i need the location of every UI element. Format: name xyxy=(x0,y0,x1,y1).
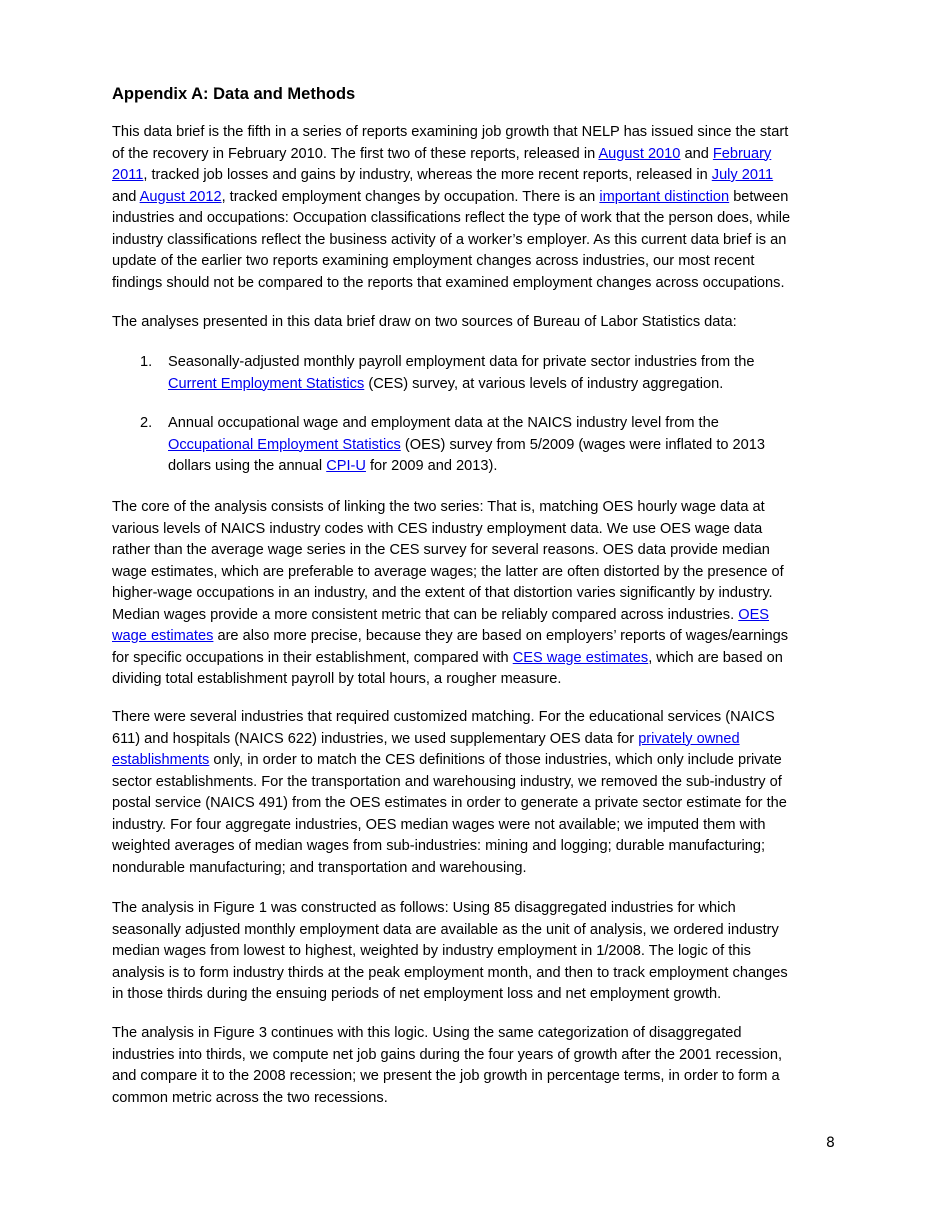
link-july-2011[interactable]: July 2011 xyxy=(711,167,774,183)
text-line: for specific occupations in their establishment, compared with CES wage estimates, which are based on xyxy=(112,649,783,666)
text-line: postal service (NAICS 491) from the OES estimates in order to generate a private sector estimate for the xyxy=(112,795,787,811)
text-line: median wages from lowest to highest, weighted by industry employment in 1/2008. The logic of this xyxy=(112,943,751,959)
text-line: various levels of NAICS industry codes with CES industry employment data. We use OES wage data xyxy=(112,520,763,537)
text-line: and August 2012, tracked employment changes by occupation. There is an important distinction between xyxy=(112,188,789,205)
text-line: The analyses presented in this data brief draw on two sources of Bureau of Labor Statistics data: xyxy=(112,314,737,330)
text-line: The analysis in Figure 1 was constructed as follows: Using 85 disaggregated industries for which xyxy=(112,900,736,916)
text-line: wage estimates are also more precise, because they are based on employers’ reports of wages/earnings xyxy=(112,628,789,644)
paragraph-intro xyxy=(112,122,840,294)
text-line: dollars using the annual CPI-U for 2009 and 2013). xyxy=(168,458,498,474)
text-line: Current Employment Statistics (CES) survey, at various levels of industry aggregation. xyxy=(168,375,724,392)
text-line: common metric across the two recessions. xyxy=(112,1089,388,1106)
link-august-2010[interactable]: August 2010 xyxy=(598,145,681,162)
link-current-employment-statistics[interactable]: Current Employment Statistics xyxy=(168,375,365,392)
paragraph-sources xyxy=(112,312,840,334)
link-february-2011-part1[interactable]: February xyxy=(712,145,772,162)
text-line: wage estimates, which are preferable to average wages; the latter are often distorted by the presence of xyxy=(112,563,784,580)
text-line: findings should not be compared to the reports that examined employment changes across occupations. xyxy=(112,274,785,291)
paragraph-figure-3 xyxy=(112,1023,840,1109)
text-line: There were several industries that required customized matching. For the educational services (NAICS xyxy=(112,709,775,725)
text-line: nondurable manufacturing; and transportation and warehousing. xyxy=(112,859,527,876)
text-line: The analysis in Figure 3 continues with this logic. Using the same categorization of disaggregated xyxy=(112,1025,742,1041)
text-line: seasonally adjusted monthly employment data are available as the unit of analysis, we ordered industry xyxy=(112,921,779,938)
text-line: rather than the average wage series in the CES survey for several reasons. OES data provide median xyxy=(112,542,770,558)
text-line: 611) and hospitals (NAICS 622) industries, we used supplementary OES data for privately owned xyxy=(112,730,740,747)
section-heading: Appendix A: Data and Methods xyxy=(112,85,356,103)
link-oes-wage-estimates-part2[interactable]: wage estimates xyxy=(112,628,214,644)
text-line: The core of the analysis consists of linking the two series: That is, matching OES hourly wage data at xyxy=(112,499,765,515)
text-line: Seasonally-adjusted monthly payroll employment data for private sector industries from the xyxy=(168,354,755,370)
text-line: and compare it to the 2008 recession; we present the job growth in percentage terms, in order to form a xyxy=(112,1068,780,1084)
text-line: sector establishments. For the transportation and warehousing industry, we removed the sub-industry of xyxy=(112,773,782,790)
list-number: 1. xyxy=(140,354,153,370)
text-line: in those thirds during the ensuing periods of net employment loss and net employment growth. xyxy=(112,986,722,1002)
text-line: update of the earlier two reports examining employment changes across industries, our most recent xyxy=(112,253,755,269)
link-important-distinction[interactable]: important distinction xyxy=(599,188,730,205)
text-line: higher-wage occupations in an industry, and the extent of that distortion varies significantly by industry. xyxy=(112,585,773,601)
text-line: industries into thirds, we compute net job gains during the four years of growth after the 2001 recession, xyxy=(112,1046,783,1063)
text-line: Median wages provide a more consistent metric that can be reliably compared across industries. OES xyxy=(112,606,770,623)
page-number: 8 xyxy=(826,1135,835,1151)
link-february-2011-part2[interactable]: 2011 xyxy=(112,167,144,183)
text-line: Occupational Employment Statistics (OES) survey from 5/2009 (wages were inflated to 2013 xyxy=(168,436,766,453)
paragraph-figure-1 xyxy=(112,898,840,1006)
text-line: This data brief is the fifth in a series of reports examining job growth that NELP has issued since the start xyxy=(112,124,789,140)
text-line: industry. For four aggregate industries, OES median wages were not available; we imputed them with xyxy=(112,816,766,833)
text-line: dividing total establishment payroll by total hours, a rougher measure. xyxy=(112,671,562,687)
text-line: industry classifications reflect the business activity of a worker’s employer. As this current data brief is an xyxy=(112,231,787,248)
link-cpi-u[interactable]: CPI-U xyxy=(326,458,366,474)
link-august-2012[interactable]: August 2012 xyxy=(139,188,222,205)
text-line: establishments only, in order to match the CES definitions of those industries, which only include private xyxy=(112,752,782,768)
text-line: Annual occupational wage and employment data at the NAICS industry level from the xyxy=(168,415,719,431)
link-privately-owned-establishments-part1[interactable]: privately owned xyxy=(638,730,740,747)
text-line: weighted averages of median wages from sub-industries: mining and logging; durable manufacturing; xyxy=(112,838,766,854)
text-line: analysis is to form industry thirds at the peak employment month, and then to track employment changes xyxy=(112,964,788,981)
link-occupational-employment-statistics[interactable]: Occupational Employment Statistics xyxy=(168,436,401,453)
link-ces-wage-estimates[interactable]: CES wage estimates xyxy=(512,649,649,666)
link-privately-owned-establishments-part2[interactable]: establishments xyxy=(112,752,210,768)
paragraph-customized-matching xyxy=(112,707,840,879)
text-line: of the recovery in February 2010. The first two of these reports, released in August 2010 and February xyxy=(112,145,772,162)
list-number: 2. xyxy=(140,415,153,431)
text-line: 2011, tracked job losses and gains by industry, whereas the more recent reports, released in July 2011 xyxy=(112,167,774,183)
link-oes-wage-estimates-part1[interactable]: OES xyxy=(738,606,770,623)
text-line: industries and occupations: Occupation classifications reflect the type of work that the person does, while xyxy=(112,210,791,226)
paragraph-core-analysis xyxy=(112,497,840,691)
